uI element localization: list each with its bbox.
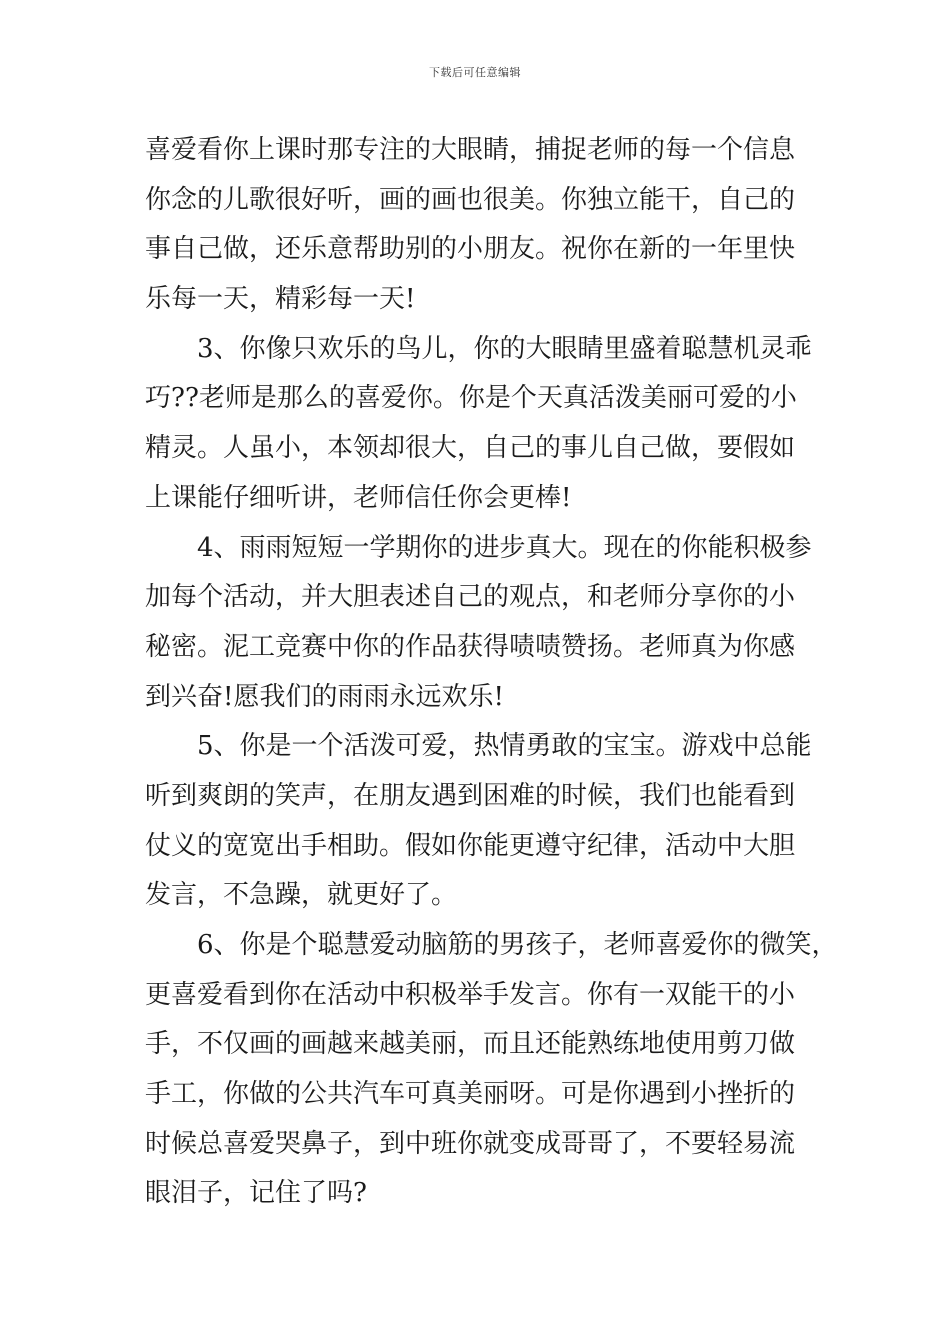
text-line: 3、你像只欢乐的鸟儿，你的大眼睛里盛着聪慧机灵乖	[197, 333, 812, 364]
document-body	[145, 126, 838, 1219]
text-line: 事自己做，还乐意帮助别的小朋友。祝你在新的一年里快	[145, 234, 796, 265]
text-line: 6、你是个聪慧爱动脑筋的男孩子，老师喜爱你的微笑，	[197, 930, 838, 960]
text-line: 你念的儿歌很好听，画的画也很美。你独立能干，自己的	[145, 184, 796, 215]
text-line: 秘密。泥工竞赛中你的作品获得啧啧赞扬。老师真为你感	[145, 631, 796, 662]
text-line: 巧??老师是那么的喜爱你。你是个天真活泼美丽可爱的小	[145, 383, 797, 414]
text-line: 仗义的宽宽出手相助。假如你能更遵守纪律，活动中大胆	[145, 830, 796, 861]
text-line: 时候总喜爱哭鼻子，到中班你就变成哥哥了，不要轻易流	[145, 1128, 796, 1159]
text-line: 到兴奋!愿我们的雨雨永远欢乐!	[145, 681, 504, 712]
text-line: 听到爽朗的笑声，在朋友遇到困难的时候，我们也能看到	[145, 780, 796, 811]
text-line: 眼泪子，记住了吗?	[145, 1178, 367, 1209]
text-line: 喜爱看你上课时那专注的大眼睛，捕捉老师的每一个信息	[145, 135, 796, 165]
text-line: 上课能仔细听讲，老师信任你会更棒!	[145, 482, 572, 513]
text-line: 手，不仅画的画越来越美丽，而且还能熟练地使用剪刀做	[145, 1029, 796, 1060]
text-line: 更喜爱看到你在活动中积极举手发言。你有一双能干的小	[145, 979, 796, 1010]
text-line: 5、你是一个活泼可爱，热情勇敢的宝宝。游戏中总能	[197, 731, 812, 762]
text-line: 发言，不急躁，就更好了。	[145, 880, 458, 911]
text-line: 手工，你做的公共汽车可真美丽呀。可是你遇到小挫折的	[145, 1079, 796, 1110]
text-line: 4、雨雨短短一学期你的进步真大。现在的你能积极参	[197, 532, 812, 563]
text-line: 乐每一天，精彩每一天!	[145, 284, 416, 315]
page-header: 下载后可任意编辑	[429, 66, 521, 79]
text-line: 加每个活动，并大胆表述自己的观点，和老师分享你的小	[145, 582, 796, 613]
text-line: 精灵。人虽小，本领却很大，自己的事儿自己做，要假如	[145, 433, 796, 464]
